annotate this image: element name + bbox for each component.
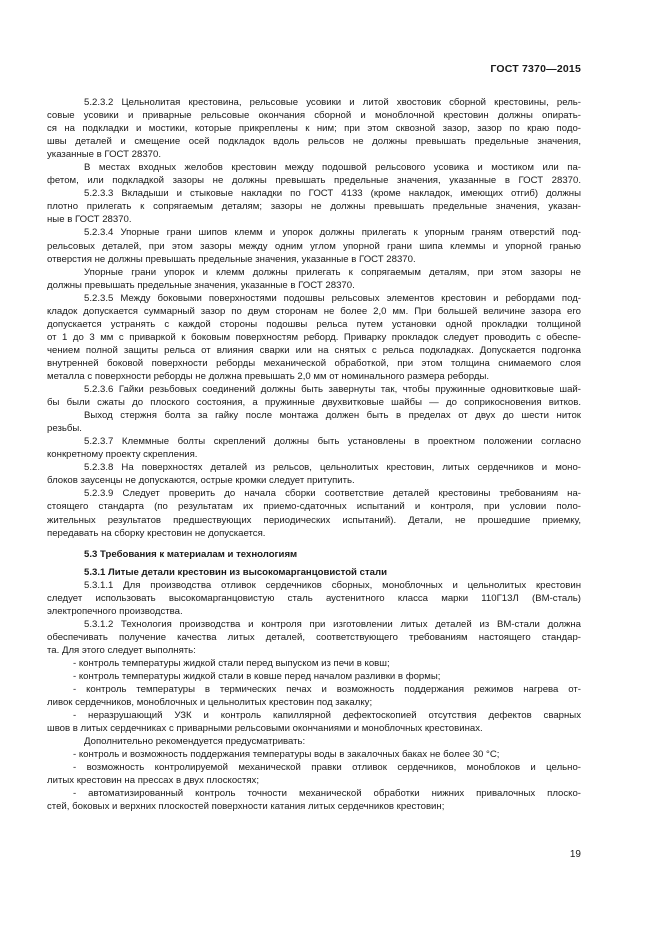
text-line: электропечного производства. bbox=[47, 605, 183, 617]
text-line: - контроль температуры жидкой стали в ковше перед началом разливки в формы; bbox=[73, 671, 441, 683]
text-line: стоящего стандарта (по результатам их приемо-сдаточных испытаний и контроля, при условии поло- bbox=[47, 501, 581, 513]
text-line: - автоматизированный контроль точности механической обработки нижних привалочных плоско- bbox=[73, 788, 581, 800]
text-line: - контроль температуры в термических печах и возможность поддержания режимов нагрева от- bbox=[73, 684, 581, 696]
text-line: 5.3.1.2 Технология производства и контроля при изготовлении литых деталей из ВМ-стали должна bbox=[84, 618, 581, 630]
text-line: 5.2.3.5 Между боковыми поверхностями подошвы рельсовых элементов крестовин и ребордами под- bbox=[84, 292, 581, 304]
text-line: - контроль температуры жидкой стали перед выпуском из печи в ковш; bbox=[73, 657, 390, 669]
text-line: - неразрушающий УЗК и контроль капиллярной дефектоскопией отсутствия дефектов сварных bbox=[73, 710, 581, 722]
text-line: должны превышать предельные значения, указанные в ГОСТ 28370. bbox=[47, 279, 355, 291]
text-line: Упорные грани упорок и клемм должны прилегать к сопрягаемым деталям, при этом зазоры не bbox=[84, 266, 581, 278]
document-id-header: ГОСТ 7370—2015 bbox=[490, 63, 581, 75]
text-line: конкретному проекту скрепления. bbox=[47, 449, 198, 461]
text-line: - возможность контролируемой механической правки отливок сердечников, моноблоков и цельно- bbox=[73, 762, 581, 774]
text-line: стей, боковых и верхних плоскостей поверхности катания литых сердечников крестовин; bbox=[47, 801, 445, 813]
text-line: В местах входных желобов крестовин между подошвой рельсового усовика и мостиком или па- bbox=[84, 162, 581, 174]
text-line: блоков заусенцы не допускаются, острые кромки следует притупить. bbox=[47, 475, 355, 487]
text-line: 5.2.3.8 На поверхностях деталей из рельсов, цельнолитых крестовин, литых сердечников и моно- bbox=[84, 462, 581, 474]
text-line: швов в литых сердечниках с приварными рельсовыми окончаниями и моноблочных крестовинах. bbox=[47, 723, 483, 735]
text-line: указанные в ГОСТ 28370. bbox=[47, 149, 162, 161]
section-heading: 5.3.1 Литые детали крестовин из высокомарганцовистой стали bbox=[84, 566, 387, 578]
text-line: кладок допускается суммарный зазор по двум сторонам не более 2,0 мм. При большей величине зазора его bbox=[47, 305, 581, 317]
text-line: ся на подкладки и мостики, которые прикреплены к ним; при этом сквозной зазор, зазор по краю подо- bbox=[47, 123, 581, 135]
text-line: жительных результатов предшествующих периодических испытаний). Детали, не прошедшие приемку, bbox=[47, 514, 581, 526]
text-line: та. Для этого следует выполнять: bbox=[47, 644, 196, 656]
text-line: ные в ГОСТ 28370. bbox=[47, 214, 132, 226]
section-heading: 5.3 Требования к материалам и технологиям bbox=[84, 548, 298, 560]
text-line: бы были сжаты до плоского состояния, а пружинные двухвитковые шайбы — до соприкосновения витков. bbox=[47, 397, 581, 409]
text-line: передавать на сборку крестовин не допускается. bbox=[47, 527, 266, 539]
text-line: ливок сердечников, моноблочных и цельнолитых крестовин под закалку; bbox=[47, 697, 373, 709]
text-line: отверстия не должны превышать предельные значения, указанные в ГОСТ 28370. bbox=[47, 253, 416, 265]
text-line: 5.2.3.9 Следует проверить до начала сборки соответствие деталей крестовины требованиям на- bbox=[84, 488, 581, 500]
text-line: 5.2.3.3 Вкладыши и стыковые накладки по ГОСТ 4133 (кроме накладок, имеющих отгиб) должны bbox=[84, 188, 581, 200]
text-line: 5.3.1.1 Для производства отливок сердечников сборных, моноблочных и цельнолитых крестовин bbox=[84, 579, 581, 591]
text-line: фетом, или подкладкой зазоры не должны превышать предельные значения, указанные в ГОСТ 28370. bbox=[47, 175, 581, 187]
text-line: - контроль и возможность поддержания температуры воды в закалочных баках не более 30 °С; bbox=[73, 749, 500, 761]
text-line: 5.2.3.2 Цельнолитая крестовина, рельсовые усовики и литой хвостовик сборной крестовины, рель- bbox=[84, 97, 581, 108]
text-line: совые усовики и приварные рельсовые окончания сборной и моноблочной крестовин должны опирать- bbox=[47, 110, 581, 122]
text-line: литых крестовин на прессах в двух плоскостях; bbox=[47, 775, 259, 787]
page-number: 19 bbox=[569, 849, 581, 860]
text-line: чением полной защиты рельса от влияния сварки или на снятых с рельса подкладках. Допускается подгонка bbox=[47, 344, 581, 356]
text-line: резьбы. bbox=[47, 423, 82, 435]
text-line: 5.2.3.7 Клеммные болты скреплений должны быть установлены в проектном положении согласно bbox=[84, 436, 581, 448]
text-line: от 1 до 3 мм с приваркой к боковым поверхностям реборд. Приварку прокладок следует проводить с обеспе- bbox=[47, 331, 581, 343]
document-body bbox=[47, 96, 581, 814]
text-line: допускается устранять с каждой стороны подошвы рельса путем установки одной прокладки толщиной bbox=[47, 318, 581, 330]
text-line: плотно прилегать к сопрягаемым деталям; зазоры не должны превышать предельные значения, указан- bbox=[47, 201, 581, 213]
text-line: металла с поверхности реборды не должна превышать 2,0 мм от номинального размера реборды. bbox=[47, 370, 490, 382]
text-line: обеспечивать получение качества литых деталей, соответствующего требованиям настоящего стандар- bbox=[47, 631, 581, 643]
text-line: внутренней боковой поверхности реборды механической обработкой, при этом толщина снимаемого слоя bbox=[47, 357, 581, 369]
text-line: Дополнительно рекомендуется предусматривать: bbox=[84, 736, 306, 748]
spacer bbox=[47, 540, 581, 548]
text-line: швы деталей и смещение осей подкладок вдоль рельсов не должны превышать предельные значения, bbox=[47, 136, 581, 148]
text-line: следует использовать высокомарганцовистую сталь аустенитного класса марки 110Г13Л (ВМ-сталь) bbox=[47, 592, 581, 604]
text-line: Выход стержня болта за гайку после монтажа должен быть в пределах от двух до шести ниток bbox=[84, 410, 581, 422]
text-line: 5.2.3.6 Гайки резьбовых соединений должны быть завернуты так, чтобы пружинные одновитковые шай- bbox=[84, 384, 581, 396]
text-line: рельсовых деталей, при этом зазоры между одним углом упорной грани шипа клеммы и упорной гранью bbox=[47, 240, 581, 252]
text-line: 5.2.3.4 Упорные грани шипов клемм и упорок должны прилегать к упорным граням отверстий под- bbox=[84, 227, 581, 239]
